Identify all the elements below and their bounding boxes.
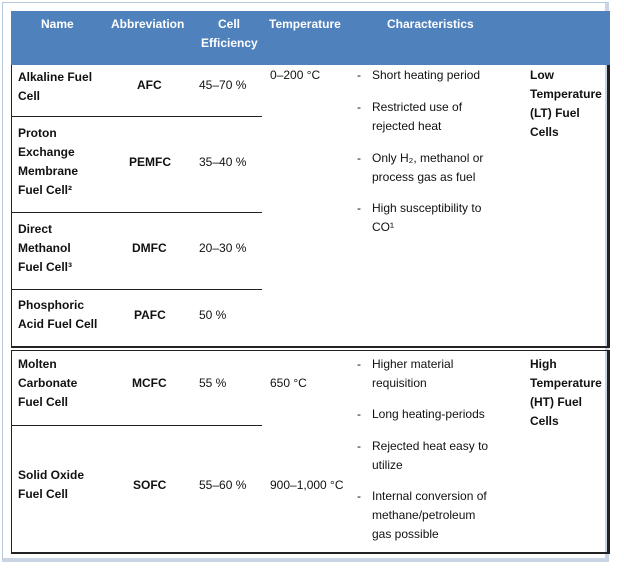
char-line: Rejected heat easy to — [372, 439, 489, 453]
bullet-dash: - — [357, 100, 361, 114]
lt-characteristic — [372, 149, 483, 187]
ht-characteristic — [372, 355, 453, 393]
row-mcfc-efficiency: 55 % — [199, 376, 227, 390]
char-line: Short heating period — [372, 68, 481, 82]
header-abbreviation: Abbreviation — [111, 17, 185, 31]
row-afc-name — [18, 68, 92, 106]
bullet-dash: - — [357, 489, 361, 503]
ht-group-box — [11, 350, 610, 554]
label-line: High — [530, 357, 557, 371]
header-efficiency-line1: Cell — [217, 17, 240, 31]
ht-characteristic — [372, 437, 488, 475]
char-line: rejected heat — [372, 119, 442, 133]
row-pemfc-abbr: PEMFC — [129, 155, 171, 169]
header-characteristics: Characteristics — [387, 17, 474, 31]
char-line: Higher material — [372, 357, 454, 371]
name-line: Phosphoric — [18, 298, 85, 312]
name-line: Acid Fuel Cell — [18, 317, 98, 331]
row-divider — [12, 425, 262, 426]
row-mcfc-abbr: MCFC — [132, 376, 167, 390]
lt-group-label — [530, 66, 602, 142]
name-line: Proton — [18, 126, 57, 140]
char-line: requisition — [372, 376, 427, 390]
label-line: (LT) Fuel — [530, 106, 580, 120]
lt-characteristic — [372, 199, 481, 237]
row-afc-efficiency: 45–70 % — [199, 78, 247, 92]
lt-group-box — [11, 65, 610, 348]
char-line: Only H₂, methanol or — [372, 151, 484, 165]
char-line: Internal conversion of — [372, 489, 487, 503]
char-line: CO¹ — [372, 220, 394, 234]
bullet-dash: - — [357, 439, 361, 453]
name-line: Exchange — [18, 145, 75, 159]
label-line: Low — [530, 68, 554, 82]
row-mcfc-name — [18, 355, 77, 412]
row-divider — [12, 289, 262, 290]
name-line: Fuel Cell — [18, 395, 69, 409]
name-line: Solid Oxide — [18, 468, 85, 482]
name-line: Fuel Cell — [18, 487, 69, 501]
name-line: Alkaline Fuel — [18, 70, 93, 84]
row-sofc-name — [18, 466, 84, 504]
row-pafc-abbr: PAFC — [134, 308, 166, 322]
name-line: Membrane — [18, 164, 79, 178]
row-dmfc-efficiency: 20–30 % — [199, 241, 247, 255]
label-line: (HT) Fuel — [530, 395, 582, 409]
char-line: utilize — [372, 458, 403, 472]
char-line: process gas as fuel — [372, 170, 476, 184]
row-mcfc-temperature: 650 °C — [270, 376, 307, 390]
name-line: Cell — [18, 89, 41, 103]
table-header — [11, 11, 610, 65]
name-line: Fuel Cell² — [18, 183, 73, 197]
name-line: Fuel Cell³ — [18, 260, 73, 274]
name-line: Direct — [18, 222, 53, 236]
header-efficiency-line2: Efficiency — [201, 36, 258, 50]
bullet-dash: - — [357, 151, 361, 165]
row-afc-abbr: AFC — [137, 78, 162, 92]
row-pafc-name — [18, 296, 97, 334]
row-sofc-efficiency: 55–60 % — [199, 478, 247, 492]
name-line: Carbonate — [18, 376, 78, 390]
char-line: Long heating-periods — [372, 407, 485, 421]
bullet-dash: - — [357, 407, 361, 421]
ht-group-label — [530, 355, 602, 431]
lt-characteristic — [372, 66, 480, 85]
bullet-dash: - — [357, 68, 361, 82]
char-line: Restricted use of — [372, 100, 463, 114]
row-dmfc-abbr: DMFC — [132, 241, 167, 255]
bullet-dash: - — [357, 357, 361, 371]
name-line: Methanol — [18, 241, 71, 255]
char-line: gas possible — [372, 527, 439, 541]
lt-temperature: 0–200 °C — [270, 68, 321, 82]
ht-characteristic — [372, 405, 485, 424]
ht-characteristic — [372, 487, 487, 544]
row-sofc-temperature: 900–1,000 °C — [270, 478, 344, 492]
label-line: Cells — [530, 414, 559, 428]
row-divider — [12, 212, 262, 213]
row-pafc-efficiency: 50 % — [199, 308, 227, 322]
label-line: Cells — [530, 125, 559, 139]
label-line: Temperature — [530, 376, 602, 390]
row-pemfc-efficiency: 35–40 % — [199, 155, 247, 169]
row-pemfc-name — [18, 124, 78, 200]
label-line: Temperature — [530, 87, 602, 101]
name-line: Molten — [18, 357, 57, 371]
bullet-dash: - — [357, 201, 361, 215]
row-dmfc-name — [18, 220, 72, 277]
char-line: methane/petroleum — [372, 508, 476, 522]
lt-characteristic — [372, 98, 462, 136]
char-line: High susceptibility to — [372, 201, 482, 215]
header-efficiency — [201, 15, 257, 53]
row-sofc-abbr: SOFC — [133, 478, 167, 492]
header-temperature: Temperature — [269, 17, 341, 31]
header-name: Name — [41, 17, 74, 31]
row-divider — [12, 116, 262, 117]
